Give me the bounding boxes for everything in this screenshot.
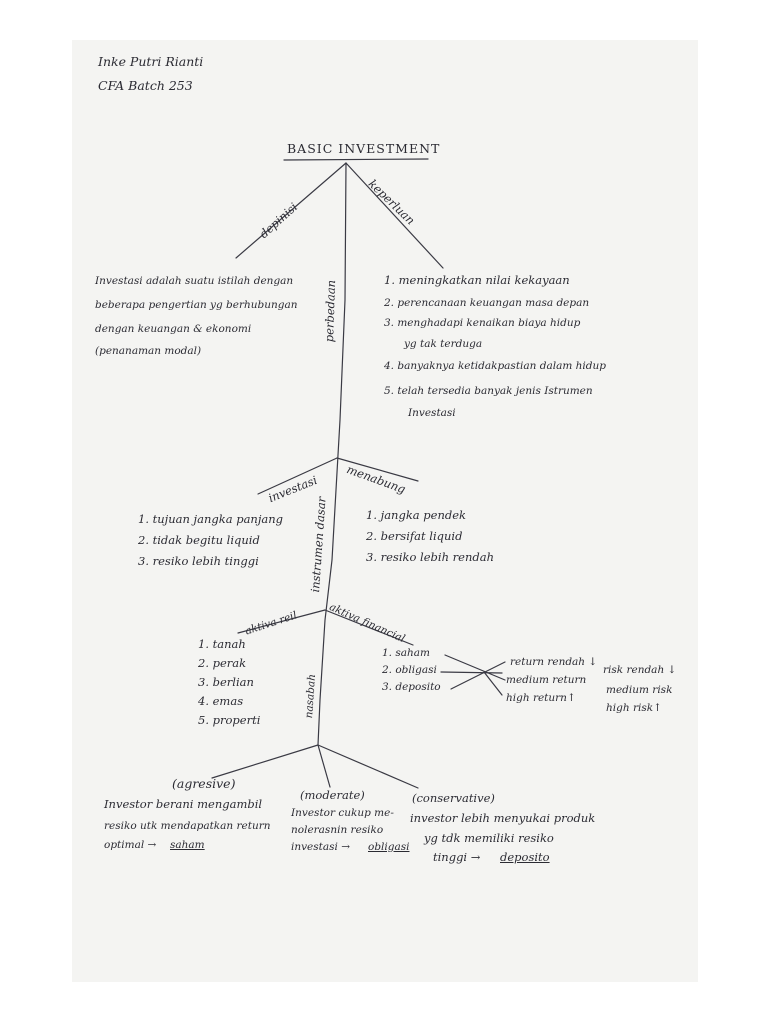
list-item: 5. telah tersedia banyak jenis Istrumen [384,385,593,397]
profile-line: tinggi → [433,850,481,864]
branch-label-save: menabung [344,462,408,497]
definition-line: dengan keuangan & ekonomi [95,323,252,335]
list-item: 1. meningkatkan nilai kekayaan [384,273,570,287]
author-batch: CFA Batch 253 [98,78,193,93]
list-item: 3. resiko lebih tinggi [138,554,259,568]
title-underline [284,159,428,160]
profile-label: (conservative) [412,791,495,805]
profile-label: (moderate) [300,788,365,802]
branch-label-investor: nasabah [303,673,319,719]
branch-need-line [346,163,443,268]
cross-line-2 [441,672,502,673]
list-item: 3. resiko lebih rendah [366,550,494,564]
profile-line: investasi → [291,841,351,853]
list-item: yg tak terduga [404,338,483,350]
list-item: risk rendah ↓ [603,664,677,676]
branch-label-financial: aktiva financial [327,601,407,646]
branch-conservative-line [318,745,418,788]
list-item: Investasi [408,407,456,419]
list-item: 2. obligasi [382,664,437,676]
list-item: 1. tanah [198,637,246,651]
profile-line: optimal → [104,839,157,851]
definition-line: beberapa pengertian yg berhubungan [95,299,298,311]
list-item: 5. properti [198,713,261,727]
list-item: 1. saham [382,647,430,659]
definition-line: Investasi adalah suatu istilah dengan [95,275,294,287]
profile-line: resiko utk mendapatkan return [104,820,271,832]
list-item: 2. perak [198,656,247,670]
profile-line: yg tdk memiliki resiko [424,831,554,845]
branch-label-invest: investasi [266,472,320,506]
profile-line: Investor cukup me- [291,807,394,819]
branch-label-real: aktiva reil [243,609,299,638]
list-item: high risk↑ [606,702,662,714]
list-item: 4. emas [198,694,244,708]
branch-label-definition: depinisi [256,199,301,241]
list-item: 2. perencanaan keuangan masa depan [384,297,590,309]
profile-label: (agresive) [172,776,236,791]
list-item: return rendah ↓ [510,656,598,668]
list-item: 3. menghadapi kenaikan biaya hidup [384,317,581,329]
list-item: 3. berlian [198,675,254,689]
list-item: medium return [506,674,587,686]
diagram-title: BASIC INVESTMENT [287,141,441,156]
list-item: 1. jangka pendek [366,508,467,522]
author-name: Inke Putri Rianti [98,54,204,69]
list-item: medium risk [606,684,673,696]
profile-product: obligasi [368,841,410,853]
profile-product: deposito [500,850,550,864]
profile-line: Investor berani mengambil [104,797,263,811]
list-item: 2. tidak begitu liquid [138,533,260,547]
branch-moderate-line [318,745,330,787]
list-item: 1. tujuan jangka panjang [138,512,284,526]
cross-line-3 [451,662,505,689]
cross-line-1 [445,655,505,680]
branch-aggressive-line [212,745,318,778]
list-item: 3. deposito [382,681,441,693]
list-item: high return↑ [506,692,576,704]
list-item: 4. banyaknya ketidakpastian dalam hidup [384,360,606,372]
branch-label-difference: perbedaan [322,279,339,343]
branch-label-instrument: instrumen dasar [308,496,329,593]
list-item: 2. bersifat liquid [366,529,463,543]
branch-label-need: keperluan [365,176,418,228]
definition-line: (penanaman modal) [95,345,202,357]
profile-line: nolerasnin resiko [291,824,384,836]
main-trunk-line [318,163,346,745]
profile-product: saham [170,839,205,851]
profile-line: investor lebih menyukai produk [410,811,596,825]
